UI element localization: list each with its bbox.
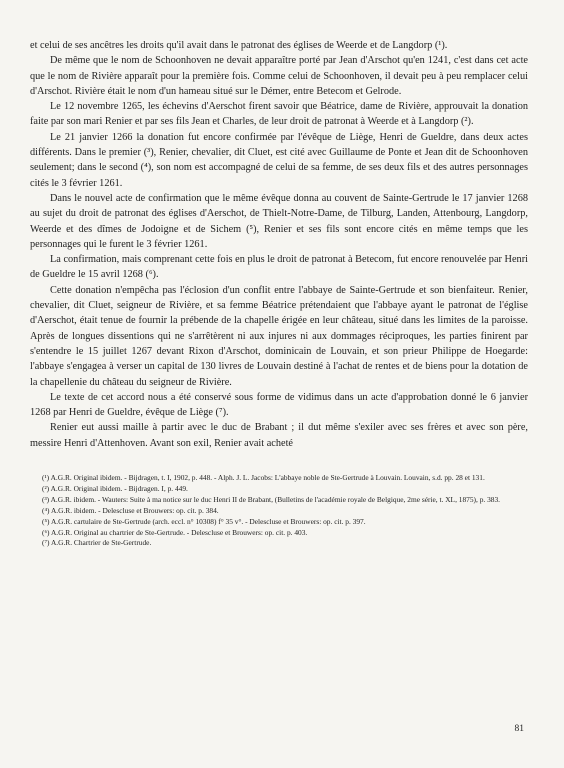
paragraph: Dans le nouvel acte de confirmation que le même évêque donna au couvent de Sainte-Gertrude le 17 janvier 1268 au sujet du droit de patronat des églises d'Aerschot, de Thielt-Notre-Dame, de Tilburg, Landen, Attenbourg, Langdorp, Weerde et des dîmes de Jodoigne et de Sichem (⁵), Renier et ses fils sont encore cités en même temps que les personnages qui le furent le 3 février 1261. <box>30 192 528 250</box>
paragraph: Cette donation n'empêcha pas l'éclosion d'un conflit entre l'abbaye de Sainte-Gertrude et son bienfaiteur. Renier, chevalier, dit Cluet, seigneur de Rivière, et sa femme Béatrice prétendaient que l'abbaye ayant le patronat de l'église d'Aerschot, était tenue de fournir la prébende de la chapelle érigée en leur château, situé dans les limites de la paroisse. Après de longues dissentions qui ne s'arrêtèrent ni aux injures ni aux dommages réciproques, les parties finirent par s'entendre le 15 juillet 1267 devant Rixon d'Arschot, dominicain de Louvain, et son prieur Philippe de Hoegarde: l'abbaye s'engagea à verser un capital de 130 livres de Louvain destiné à l'achat de rentes et de biens pour la dotation de la chapellenie du château du seigneur de Rivière. <box>30 284 528 388</box>
paragraph: Le 21 janvier 1266 la donation fut encore confirmée par l'évêque de Liège, Henri de Gueldre, dans deux actes différents. Dans le premier (³), Renier, chevalier, dit Cluet, est cité avec Guillaume de Ponte et Jean dit de Schoonhoven seulement; dans le second (⁴), son nom est accompagné de celui de sa femme, de ses deux fils et des autres personnages cités le 3 février 1261. <box>30 131 528 189</box>
footnotes <box>30 473 528 549</box>
footnote: (²) A.G.R. Original ibidem. - Bijdragen. I, p. 449. <box>42 483 188 493</box>
paragraph: La confirmation, mais comprenant cette fois en plus le droit de patronat à Betecom, fut encore renouvelée par Henri de Gueldre le 15 avril 1268 (⁶). <box>30 254 528 281</box>
footnote: (³) A.G.R. ibidem. - Wauters: Suite à ma notice sur le duc Henri II de Brabant, (Bulletins de l'académie royale de Belgique, 2me série, t. XL, 1875), p. 383. <box>42 494 501 504</box>
page-number: 81 <box>514 724 524 734</box>
footnote: (⁶) A.G.R. Original au chartrier de Ste-Gertrude. - Delescluse et Brouwers: op. cit. p. 403. <box>42 527 308 537</box>
paragraph: Le 12 novembre 1265, les échevins d'Aerschot firent savoir que Béatrice, dame de Rivière, approuvait la donation faite par son mari Renier et par ses fils Jean et Charles, de leur droit de patronat à Weerde et à Langdorp (²). <box>30 101 528 128</box>
footnote: (⁷) A.G.R. Chartrier de Ste-Gertrude. <box>42 538 152 548</box>
footnote: (¹) A.G.R. Original ibidem. - Bijdragen, t. I, 1902, p. 448. - Alph. J. L. Jacobs: L'abbaye noble de Ste-Gertrude à Louvain. Louvain, s.d. pp. 28 et 131. <box>42 473 485 483</box>
paragraph: et celui de ses ancêtres les droits qu'il avait dans le patronat des églises de Weerde et de Langdorp (¹). <box>30 40 448 51</box>
footnote: (⁴) A.G.R. ibidem. - Delescluse et Brouwers: op. cit. p. 384. <box>42 505 219 515</box>
body-text <box>30 38 528 451</box>
paragraph: Renier eut aussi maille à partir avec le duc de Brabant ; il dut même s'exiler avec ses frères et avec son père, messire Henri d'Attenhoven. Avant son exil, Renier avait acheté <box>30 422 528 449</box>
footnote: (⁵) A.G.R. cartulaire de Ste-Gertrude (arch. eccl. n° 10308) f° 35 v°. - Delescluse et Brouwers: op. cit. p. 397. <box>42 516 366 526</box>
paragraph: Le texte de cet accord nous a été conservé sous forme de vidimus dans un acte d'approbation donné le 6 janvier 1268 par Henri de Gueldre, évêque de Liège (⁷). <box>30 391 528 419</box>
paragraph: De même que le nom de Schoonhoven ne devait apparaître porté par Jean d'Arschot qu'en 1241, c'est dans cet acte que le nom de Rivière apparaît pour la première fois. Comme celui de Schoonhoven, il devait peu à peu remplacer celui d'Arschot. Rivière était le nom d'un hameau situé sur le Démer, entre Betecom et Gelrode. <box>30 55 528 97</box>
